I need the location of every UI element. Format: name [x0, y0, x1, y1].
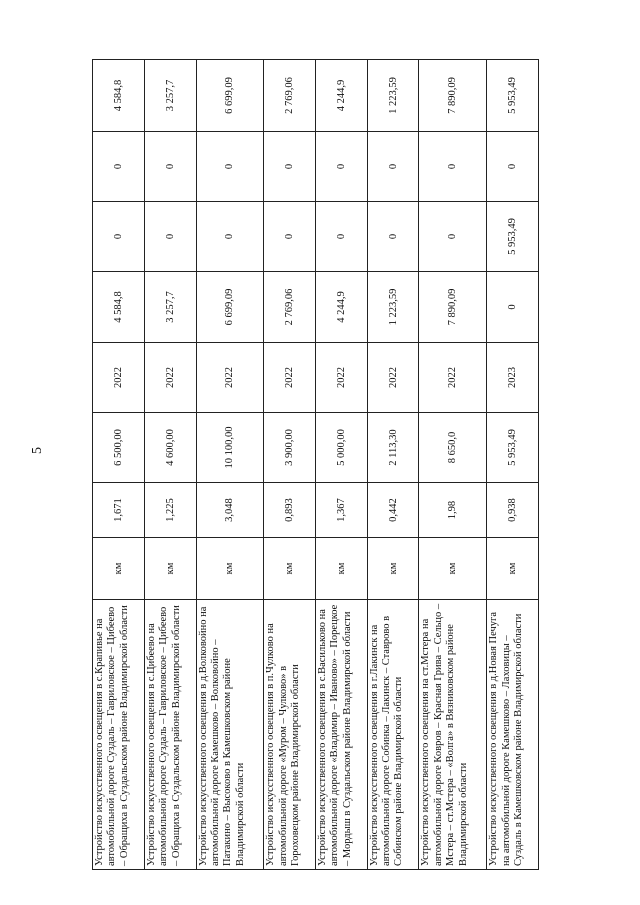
row-amount-year1: 1 223,59: [367, 272, 419, 343]
row-unit: км: [487, 538, 539, 600]
row-cost: 8 650,0: [419, 413, 487, 483]
row-amount-year1: 7 890,09: [419, 272, 487, 343]
row-year: 2022: [93, 343, 145, 413]
row-cost: 10 100,00: [196, 413, 264, 483]
row-amount-year1: 4 584,8: [93, 272, 145, 343]
row-year: 2023: [487, 343, 539, 413]
row-cost: 2 113,30: [367, 413, 419, 483]
row-amount-year3: 0: [419, 132, 487, 202]
works-table-body: [93, 60, 539, 870]
row-amount-total: 4 584,8: [93, 60, 145, 132]
table-row: [144, 60, 196, 870]
works-table-container: [92, 60, 539, 870]
row-amount-year1: 0: [487, 272, 539, 343]
row-amount-year2: 0: [93, 202, 145, 272]
works-table: [92, 59, 539, 870]
row-cost: 5 000,00: [315, 413, 367, 483]
row-amount-year1: 6 699,09: [196, 272, 264, 343]
row-year: 2022: [315, 343, 367, 413]
row-description: Устройство искусственного освещения в с.Цибеево на автомобильной дороге Суздаль – Гавриловское – Цибеево – Обращиха в Суздальском районе Владимирской области: [144, 600, 196, 870]
row-amount-total: 4 244,9: [315, 60, 367, 132]
row-amount-year2: 0: [367, 202, 419, 272]
row-description: Устройство искусственного освещения в п.Чулково на автомобильной дороге «Муром – Чулково» в Гороховецком районе Владимирской области: [264, 600, 316, 870]
page-number: 5: [30, 447, 45, 454]
row-cost: 5 953,49: [487, 413, 539, 483]
row-amount-year3: 0: [196, 132, 264, 202]
row-amount-year3: 0: [264, 132, 316, 202]
row-description: Устройство искусственного освещения в д.Волковойно на автомобильной дороге Камешково – Волковойно – Патакино – Высоково в Камешковском районе Владимирской области: [196, 600, 264, 870]
row-amount-year1: 4 244,9: [315, 272, 367, 343]
row-amount-total: 6 699,09: [196, 60, 264, 132]
row-length: 1,225: [144, 483, 196, 538]
row-unit: км: [144, 538, 196, 600]
row-amount-year3: 0: [487, 132, 539, 202]
row-year: 2022: [367, 343, 419, 413]
row-description: Устройство искусственного освещения на ст.Мстера на автомобильной дороге Ковров – Красная Грива – Сельцо – Мстера – ст.Мстера – «Волга» в Вязниковском районе Владимирской области: [419, 600, 487, 870]
row-description: Устройство искусственного освещения в д.Новая Печуга на автомобильной дороге Камешково – Лаховицы – Суздаль в Камешковском районе Владимирской области: [487, 600, 539, 870]
row-amount-year3: 0: [144, 132, 196, 202]
row-cost: 4 600,00: [144, 413, 196, 483]
row-length: 0,938: [487, 483, 539, 538]
row-amount-year2: 0: [264, 202, 316, 272]
row-amount-total: 1 223,59: [367, 60, 419, 132]
row-length: 1,671: [93, 483, 145, 538]
table-row: [367, 60, 419, 870]
row-length: 1,367: [315, 483, 367, 538]
row-amount-year3: 0: [93, 132, 145, 202]
row-length: 0,442: [367, 483, 419, 538]
table-row: [93, 60, 145, 870]
row-amount-year2: 0: [315, 202, 367, 272]
row-description: Устройство искусственного освещения в г.Лакинск на автомобильной дороге Собинка – Лакинск – Ставрово в Собинском районе Владимирской области: [367, 600, 419, 870]
row-amount-year2: 5 953,49: [487, 202, 539, 272]
row-description: Устройство искусственного освещения в с.Крапивье на автомобильной дороге Суздаль – Гавриловское – Цибеево – Обращиха в Суздальском районе Владимирской области: [93, 600, 145, 870]
row-cost: 3 900,00: [264, 413, 316, 483]
row-amount-year2: 0: [144, 202, 196, 272]
table-row: [264, 60, 316, 870]
row-unit: км: [367, 538, 419, 600]
row-year: 2022: [144, 343, 196, 413]
table-row: [315, 60, 367, 870]
row-description: Устройство искусственного освещения в с.Васильково на автомобильной дороге «Владимир – Иваново» – Порецкое – Мордыш в Суздальском районе Владимирской области: [315, 600, 367, 870]
table-row: [487, 60, 539, 870]
row-amount-year1: 3 257,7: [144, 272, 196, 343]
row-amount-total: 5 953,49: [487, 60, 539, 132]
row-length: 0,893: [264, 483, 316, 538]
row-unit: км: [419, 538, 487, 600]
row-length: 3,048: [196, 483, 264, 538]
table-row: [419, 60, 487, 870]
row-amount-year2: 0: [419, 202, 487, 272]
row-year: 2022: [196, 343, 264, 413]
table-row: [196, 60, 264, 870]
row-amount-year3: 0: [315, 132, 367, 202]
row-unit: км: [315, 538, 367, 600]
row-amount-total: 2 769,06: [264, 60, 316, 132]
row-year: 2022: [264, 343, 316, 413]
row-amount-year1: 2 769,06: [264, 272, 316, 343]
row-cost: 6 500,00: [93, 413, 145, 483]
row-length: 1,98: [419, 483, 487, 538]
row-amount-total: 3 257,7: [144, 60, 196, 132]
row-amount-year2: 0: [196, 202, 264, 272]
row-year: 2022: [419, 343, 487, 413]
row-amount-year3: 0: [367, 132, 419, 202]
row-unit: км: [264, 538, 316, 600]
row-unit: км: [93, 538, 145, 600]
row-unit: км: [196, 538, 264, 600]
row-amount-total: 7 890,09: [419, 60, 487, 132]
